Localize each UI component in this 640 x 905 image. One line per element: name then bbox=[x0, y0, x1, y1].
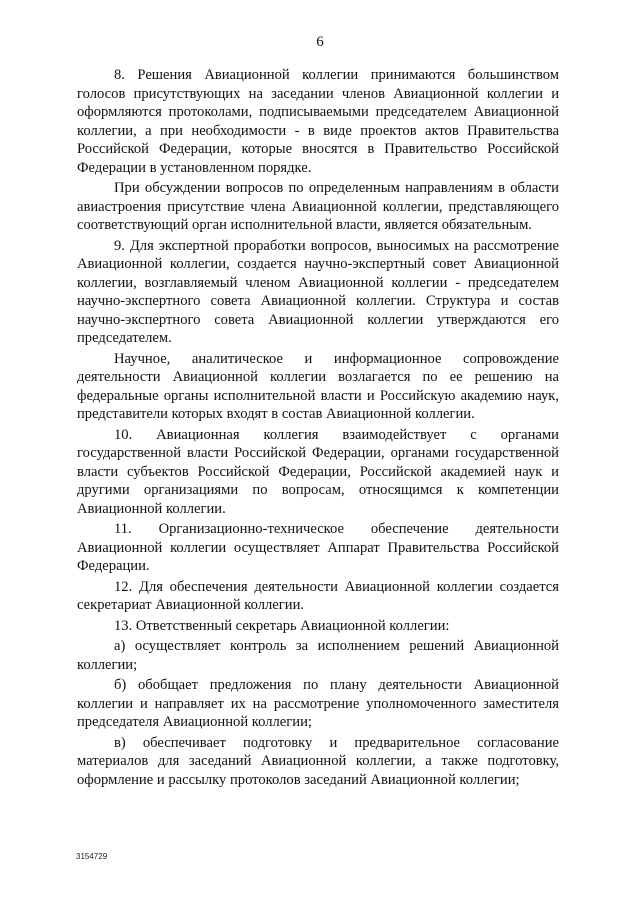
paragraph-13-b: б) обобщает предложения по плану деятельности Авиационной коллегии и направляет их на рассмотрение уполномоченного заместителя председателя Авиационной коллегии; bbox=[77, 677, 559, 730]
footer-document-code: 3154729 bbox=[76, 852, 108, 861]
paragraph-12: 12. Для обеспечения деятельности Авиационной коллегии создается секретариат Авиационной коллегии. bbox=[77, 578, 559, 613]
paragraph-13: 13. Ответственный секретарь Авиационной коллегии: bbox=[114, 617, 450, 634]
paragraph-9-continued: Научное, аналитическое и информационное сопровождение деятельности Авиационной коллегии возлагается по ее решению на федеральные органы исполнительной власти и Российскую академию наук, представители которых входят в состав Авиационной коллегии. bbox=[77, 350, 559, 422]
paragraph-11: 11. Организационно-техническое обеспечение деятельности Авиационной коллегии осуществляет Аппарат Правительства Российской Федерации. bbox=[77, 521, 559, 574]
paragraph-10: 10. Авиационная коллегия взаимодействует с органами государственной власти Российской Федерации, органами государственной власти субъектов Российской Федерации, Российской академией наук и другими организациями по вопросам, относящимся к компетенции Авиационной коллегии. bbox=[77, 426, 559, 517]
paragraph-13-a: а) осуществляет контроль за исполнением решений Авиационной коллегии; bbox=[77, 638, 559, 673]
paragraph-9: 9. Для экспертной проработки вопросов, выносимых на рассмотрение Авиационной коллегии, создается научно-экспертный совет Авиационной коллегии, возглавляемый членом Авиационной коллегии - председателем научно-экспертного совета Авиационной коллегии. Структура и состав научно-экспертного совета Авиационной коллегии утверждаются его председателем. bbox=[77, 237, 559, 346]
paragraph-8: 8. Решения Авиационной коллегии принимаются большинством голосов присутствующих на заседании членов Авиационной коллегии и оформляются протоколами, подписываемыми председателем Авиационной коллегии, а при необходимости - в виде проектов актов Правительства Российской Федерации, которые вносятся в Правительство Российской Федерации в установленном порядке. bbox=[77, 67, 559, 176]
paragraph-13-c: в) обеспечивает подготовку и предварительное согласование материалов для заседаний Авиационной коллегии, а также подготовку, оформление и рассылку протоколов заседаний Авиационной коллегии; bbox=[77, 734, 559, 788]
page-number: 6 bbox=[316, 34, 324, 50]
document-body bbox=[77, 66, 559, 791]
paragraph-8-continued: При обсуждении вопросов по определенным направлениям в области авиастроения присутствие члена Авиационной коллегии, представляющего соответствующий орган исполнительной власти, является обязательным. bbox=[77, 180, 559, 233]
